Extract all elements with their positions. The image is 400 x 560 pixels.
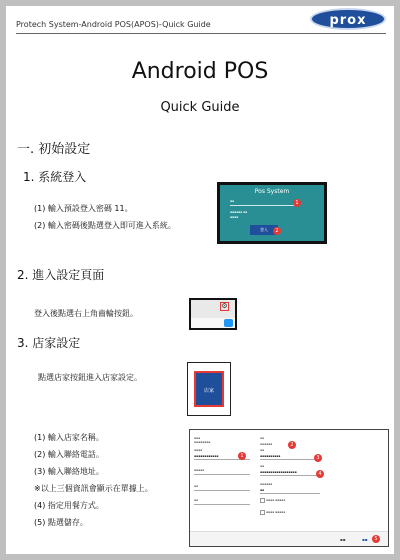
phone-label: ▪▪ [260, 448, 265, 452]
header-divider [16, 33, 386, 34]
phone-value: ▪▪▪▪▪▪▪▪▪▪ [260, 454, 281, 458]
login-screenshot [217, 182, 327, 244]
settings-screenshot [189, 298, 237, 330]
store-note: ※以上三個資訊會顯示在單據上。 [34, 484, 153, 493]
address-label: ▪▪ [260, 464, 265, 468]
address-value: ▪▪▪▪▪▪▪▪▪▪▪▪▪▪▪▪▪▪ [260, 470, 297, 474]
store-step-3: (3) 輸入聯絡地址。 [34, 467, 104, 476]
marker-3-store: 3 [314, 454, 322, 462]
settings-instruction: 登入後點選右上角齒輪按鈕。 [34, 309, 138, 318]
document-page [6, 6, 394, 554]
store-name-label: ▪▪▪▪ [194, 448, 203, 452]
prox-logo [310, 8, 386, 30]
marker-2-store: 2 [288, 441, 296, 449]
option-checkbox-2[interactable] [260, 510, 265, 515]
store-footer-bar [190, 531, 388, 546]
marker-2: 2 [273, 227, 281, 235]
login-step-1: (1) 輸入預設登入密碼 11。 [34, 204, 133, 213]
password-field-line [230, 205, 300, 206]
page-subtitle: Quick Guide [160, 100, 240, 115]
store-step-2: (2) 輸入聯絡電話。 [34, 450, 104, 459]
marker-1-store: 1 [238, 452, 246, 460]
misc-label-2: ▪▪ [194, 484, 199, 488]
login-step-2: (2) 輸入密碼後點選登入即可進入系統。 [34, 221, 176, 230]
pos-system-title: Pos System [254, 188, 290, 195]
phone-field[interactable] [260, 459, 320, 460]
dining-select[interactable] [260, 493, 320, 494]
misc-field-2[interactable] [194, 490, 250, 491]
misc-label: ▪▪▪▪▪ [194, 468, 205, 472]
exit-icon[interactable] [224, 319, 233, 327]
marker-1: 1 [293, 199, 301, 207]
option-checkbox-1[interactable] [260, 498, 265, 503]
step-heading-login: 1. 系統登入 [23, 170, 87, 184]
document-header-title: Protech System-Android POS(APOS)-Quick Guide [16, 20, 211, 29]
store-step-4: (4) 指定用餐方式。 [34, 501, 104, 510]
hint-text: ▪▪▪▪▪▪ ▪▪ [230, 210, 248, 214]
marker-4-store: 4 [316, 470, 324, 478]
cancel-button[interactable]: ▪▪ [340, 537, 346, 542]
store-step-1: (1) 輸入店家名稱。 [34, 433, 104, 442]
login-button[interactable]: 登入 [250, 225, 278, 235]
misc-field-3[interactable] [194, 504, 250, 505]
misc-field[interactable] [194, 474, 250, 475]
marker-5-store: 5 [372, 535, 380, 543]
dining-label: ▪▪▪▪▪▪ [260, 482, 273, 486]
section-heading-store: 3. 店家設定 [17, 336, 81, 350]
col-value: ▪▪▪▪▪▪▪▪ [194, 440, 211, 444]
store-step-5: (5) 點選儲存。 [34, 518, 88, 527]
option-label-1: ▪▪▪▪ ▪▪▪▪▪ [266, 498, 286, 502]
col-label: ▪▪▪ [194, 436, 201, 440]
section-heading-initial-setup: 一. 初始設定 [17, 142, 91, 157]
col-value-2: ▪▪▪▪▪▪ [260, 442, 273, 446]
store-tile-screenshot [187, 362, 231, 416]
hint-text-2: ▪▪▪▪ [230, 215, 239, 219]
store-name-value: ▪▪▪▪▪▪▪▪▪▪▪▪ [194, 454, 219, 458]
page-title: Android POS [131, 59, 269, 84]
option-label-2: ▪▪▪▪ ▪▪▪▪▪ [266, 510, 286, 514]
dining-value: ▪▪ [260, 488, 265, 492]
password-label: ▪▪ [230, 199, 235, 203]
logo-text: prox [329, 13, 367, 28]
save-button[interactable]: ▪▪ [362, 537, 368, 542]
misc-label-3: ▪▪ [194, 498, 199, 502]
store-settings-screenshot [189, 429, 389, 547]
section-heading-settings: 2. 進入設定頁面 [17, 268, 105, 282]
col-label-2: ▪▪ [260, 436, 265, 440]
store-instruction: 點選店家按鈕進入店家設定。 [38, 373, 142, 382]
gear-icon[interactable]: ⚙ [221, 302, 228, 310]
store-button[interactable]: 店家 [194, 371, 224, 407]
address-field[interactable] [260, 475, 320, 476]
